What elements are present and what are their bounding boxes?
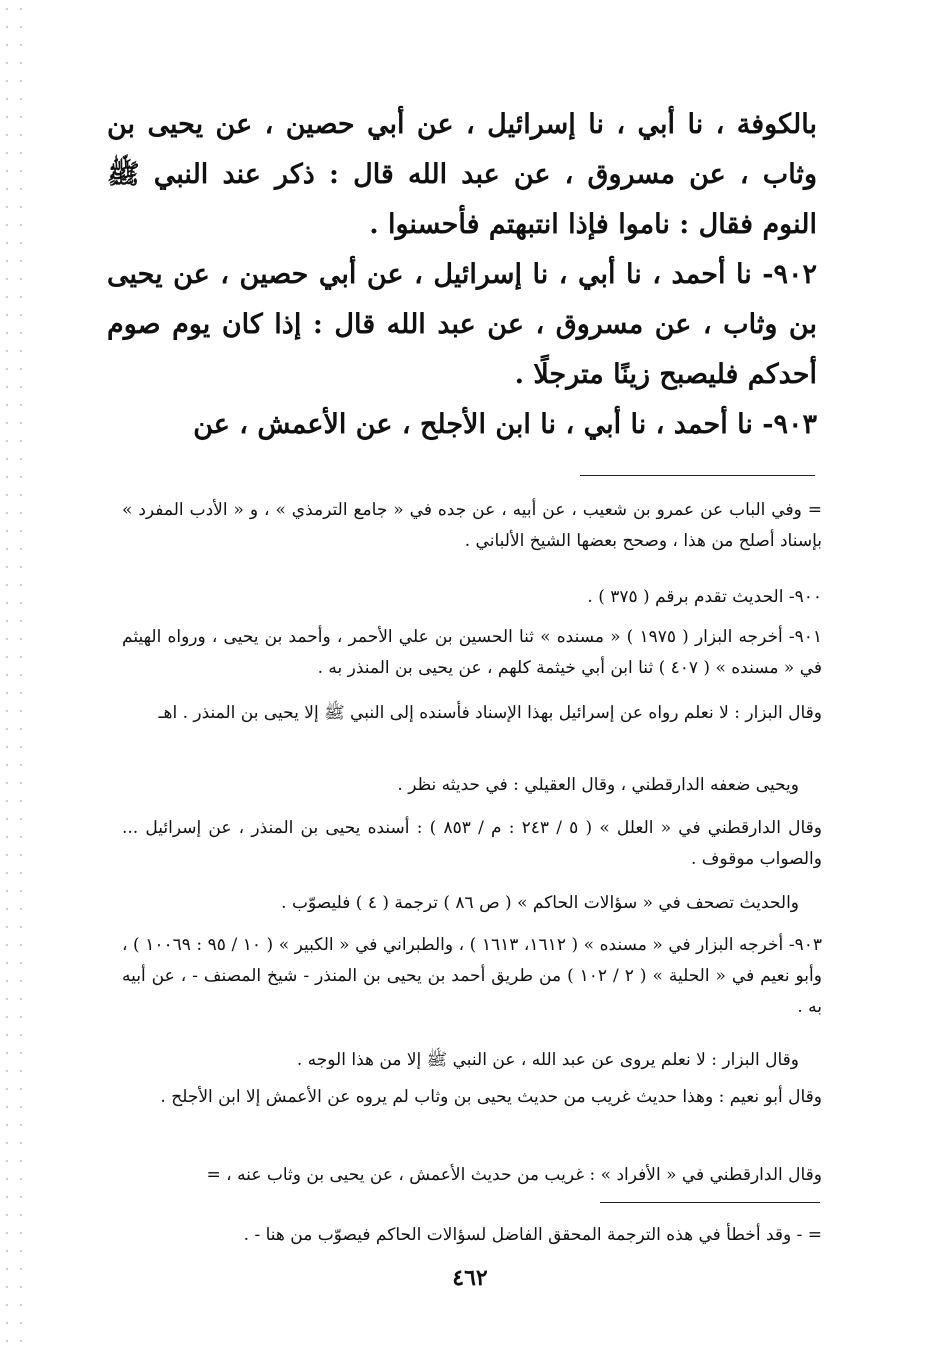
main-paragraph-903 [107, 400, 817, 450]
footnote-903-daraqutni: وقال الدارقطني في « الأفراد » : غريب من حديث الأعمش ، عن يحيى بن وثاب عنه ، = [206, 1165, 822, 1185]
sub-footnote-separator [600, 1202, 820, 1203]
footnote-continuation: = وفي الباب عن عمرو بن شعيب ، عن أبيه ، عن جده في « جامع الترمذي » ، و « الأدب المفرد » بإسناد أصلح من هذا ، وصحح بعضها الشيخ الألباني . [122, 500, 822, 551]
sub-footnote: = - وقد أخطأ في هذه الترجمة المحقق الفاضل لسؤالات الحاكم فيصوّب من هنا - . [243, 1225, 822, 1245]
main-paragraph-902 [107, 250, 817, 400]
footnote-901-daraqutni: وقال الدارقطني في « العلل » ( ٥ / ٢٤٣ : م / ٨٥٣ ) : أسنده يحيى بن المنذر ، عن إسرائيل ... والصواب موقوف . [122, 818, 822, 869]
footnote-903-bazzar: وقال البزار : لا نعلم يروى عن عبد الله ، عن النبي ﷺ إلا من هذا الوجه . [296, 1050, 799, 1070]
footnote-900: ٩٠٠- الحديث تقدم برقم ( ٣٧٥ ) . [587, 587, 822, 607]
main-text-block-1 [107, 100, 817, 250]
page-number: ٤٦٢ [452, 1265, 488, 1291]
footnote-901-bazzar: وقال البزار : لا نعلم رواه عن إسرائيل بهذا الإسناد فأسنده إلى النبي ﷺ إلا يحيى بن المنذر . اهـ [158, 703, 822, 723]
main-paragraph-continuation: بالكوفة ، نا أبي ، نا إسرائيل ، عن أبي حصين ، عن يحيى بن وثاب ، عن مسروق ، عن عبد الله قال : ذكر عند النبي ﷺ النوم فقال : ناموا فإذا انتبهتم فأحسنوا . [107, 109, 817, 240]
footnote-901-tashif: والحديث تصحف في « سؤالات الحاكم » ( ص ٨٦ ) ترجمة ( ٤ ) فليصوّب . [281, 893, 799, 913]
hadith-number-903: ٩٠٣- [762, 409, 817, 440]
main-text-block-2 [107, 250, 817, 400]
footnote-903-source: ٩٠٣- أخرجه البزار في « مسنده » ( ١٦١٢، ١٦١٣ ) ، والطبراني في « الكبير » ( ١٠ / ٩٥ : ١٠٠٦٩ ) ، وأبو نعيم في « الحلية » ( ٢ / ١٠٢ ) من طريق أحمد بن يحيى بن المنذر - شيخ المصنف - ، عن أبيه به . [122, 935, 822, 1017]
main-text-block-3 [107, 400, 817, 450]
footnote-903-abu-nuaym: وقال أبو نعيم : وهذا حديث غريب من حديث يحيى بن وثاب لم يروه عن الأعمش إلا ابن الأجلح . [160, 1087, 822, 1107]
hadith-number-902: ٩٠٢- [762, 259, 817, 290]
footnote-separator [580, 475, 815, 476]
footnote-901-source: ٩٠١- أخرجه البزار ( ١٩٧٥ ) « مسنده » ثنا الحسين بن علي الأحمر ، وأحمد بن يحيى ، ورواه الهيثم في « مسنده » ( ٤٠٧ ) ثنا ابن أبي خيثمة كلهم ، عن يحيى بن المنذر به . [122, 627, 822, 678]
footnote-901-yahya: ويحيى ضعفه الدارقطني ، وقال العقيلي : في حديثه نظر . [397, 775, 799, 795]
hadith-text-903: نا أحمد ، نا أبي ، نا ابن الأجلح ، عن الأعمش ، عن [193, 409, 753, 440]
hadith-text-902: نا أحمد ، نا أبي ، نا إسرائيل ، عن أبي حصين ، عن يحيى بن وثاب ، عن مسروق ، عن عبد الله قال : إذا كان يوم صوم أحدكم فليصبح زينًا مترجلًا . [107, 259, 817, 390]
scan-binding-edge [0, 0, 22, 1355]
